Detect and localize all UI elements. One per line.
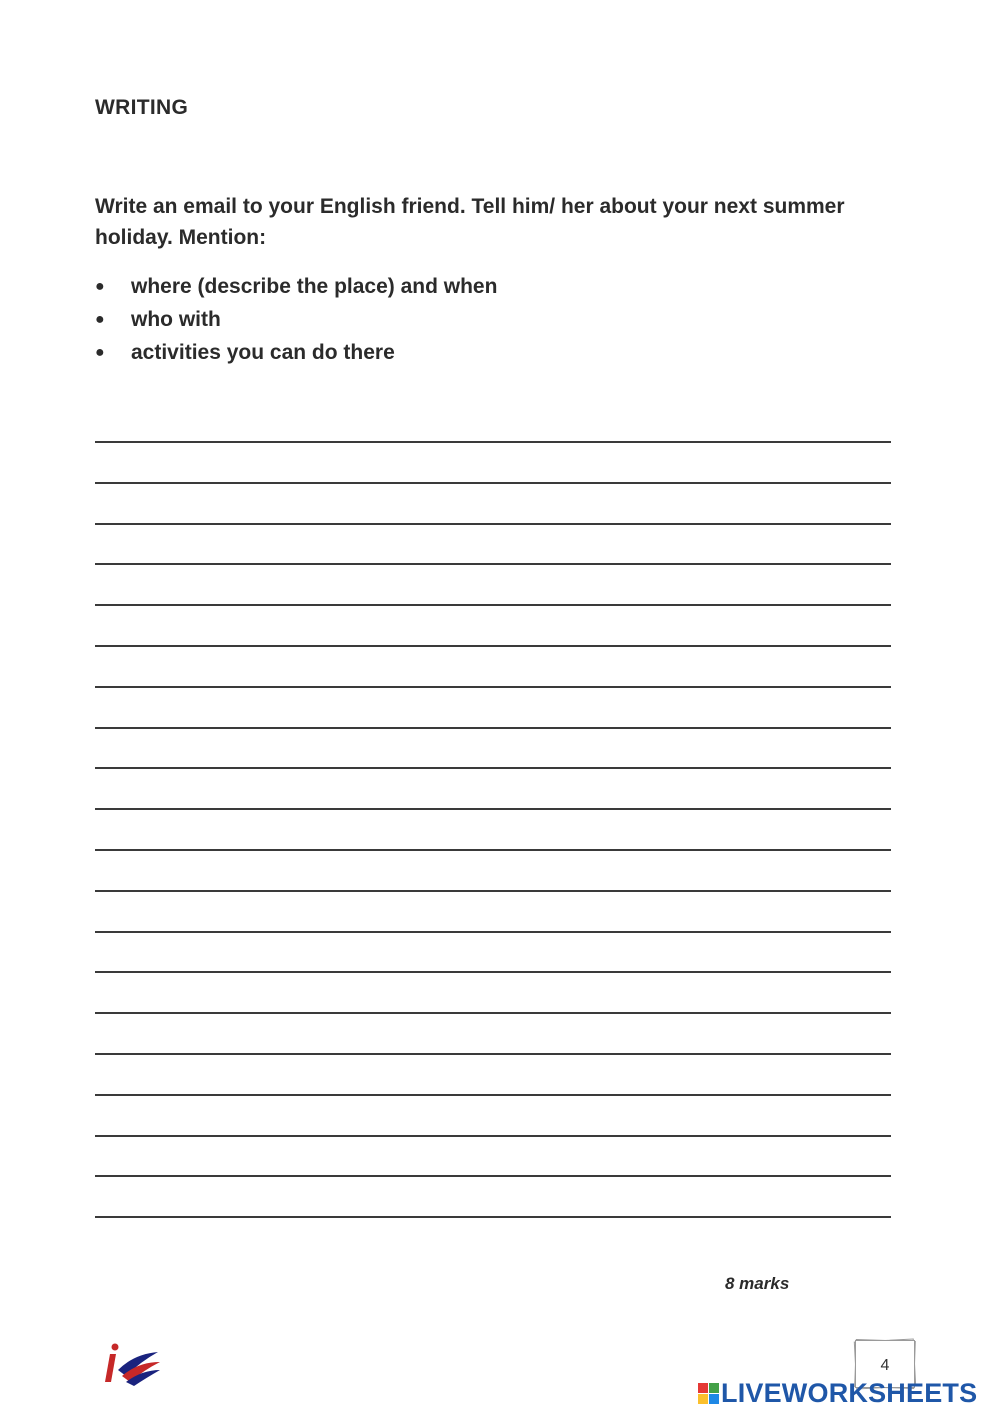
answer-line[interactable] [95, 441, 891, 443]
answer-line[interactable] [95, 645, 891, 647]
answer-line[interactable] [95, 1094, 891, 1096]
answer-line[interactable] [95, 808, 891, 810]
answer-line[interactable] [95, 1012, 891, 1014]
liveworksheets-watermark [698, 1376, 977, 1410]
answer-line[interactable] [95, 563, 891, 565]
bullet-icon: ● [95, 278, 105, 295]
answer-line[interactable] [95, 604, 891, 606]
answer-line[interactable] [95, 686, 891, 688]
bullet-text: where (describe the place) and when [131, 275, 498, 298]
bullet-item [95, 303, 497, 336]
answer-line[interactable] [95, 1053, 891, 1055]
page-number: 4 [880, 1357, 890, 1374]
answer-line[interactable] [95, 482, 891, 484]
answer-line[interactable] [95, 971, 891, 973]
liveworksheets-logo-icon [698, 1383, 719, 1404]
answer-line[interactable] [95, 1135, 891, 1137]
answer-line[interactable] [95, 523, 891, 525]
marks-label: 8 marks [725, 1274, 790, 1293]
bullet-icon: ● [95, 311, 105, 328]
task-prompt: Write an email to your English friend. Tell him/ her about your next summer holiday. Mention: [95, 195, 845, 249]
answer-line[interactable] [95, 727, 891, 729]
answer-line[interactable] [95, 931, 891, 933]
bullet-icon: ● [95, 344, 105, 361]
task-bullet-list [95, 270, 497, 369]
bullet-text: activities you can do there [131, 341, 395, 364]
answer-line[interactable] [95, 767, 891, 769]
bullet-item [95, 270, 497, 303]
bullet-item [95, 336, 497, 369]
bullet-text: who with [131, 308, 221, 331]
section-title: WRITING [95, 96, 189, 119]
answer-line[interactable] [95, 849, 891, 851]
answer-line[interactable] [95, 890, 891, 892]
answer-line[interactable] [95, 1175, 891, 1177]
school-logo-icon [100, 1340, 162, 1390]
liveworksheets-text: LIVEWORKSHEETS [721, 1378, 978, 1408]
answer-line[interactable] [95, 1216, 891, 1218]
